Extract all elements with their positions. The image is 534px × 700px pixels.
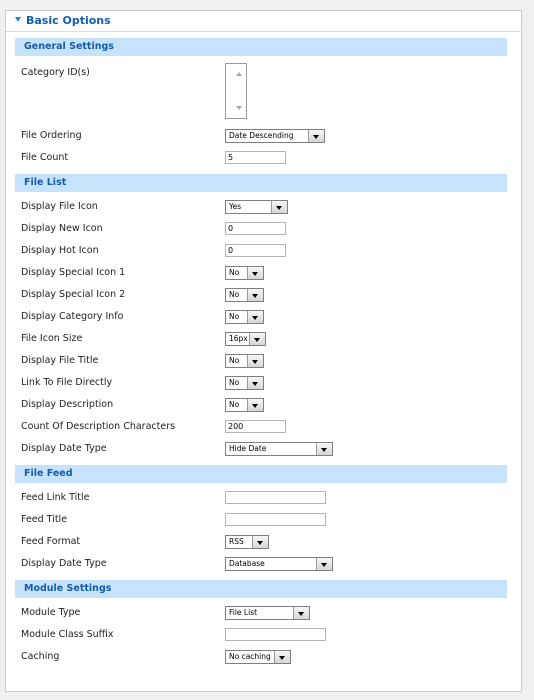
display-special-icon-2-label: Display Special Icon 2 xyxy=(21,289,126,300)
dropdown-arrow-icon[interactable] xyxy=(293,607,309,619)
link-to-file-directly-select[interactable] xyxy=(225,376,264,390)
link-to-file-directly-label: Link To File Directly xyxy=(21,377,113,388)
feed-title-input[interactable] xyxy=(225,513,326,526)
display-date-type-select[interactable] xyxy=(225,442,333,456)
display-special-icon-1-label: Display Special Icon 1 xyxy=(21,267,126,278)
count-of-description-characters-label: Count Of Description Characters xyxy=(21,421,176,432)
section-file-list xyxy=(15,174,507,192)
display-file-title-label: Display File Title xyxy=(21,355,99,366)
file-ordering-label: File Ordering xyxy=(21,130,82,141)
module-type-value: File List xyxy=(229,608,258,617)
file-count-input[interactable]: 5 xyxy=(225,151,286,164)
display-description-select[interactable] xyxy=(225,398,264,412)
link-to-file-directly-value: No xyxy=(229,378,240,387)
file-icon-size-value: 16px xyxy=(229,334,248,343)
display-description-value: No xyxy=(229,400,240,409)
feed-format-select[interactable] xyxy=(225,535,269,549)
dropdown-arrow-icon[interactable] xyxy=(316,558,332,570)
module-class-suffix-label: Module Class Suffix xyxy=(21,629,114,640)
section-file-feed xyxy=(15,465,507,483)
dropdown-arrow-icon[interactable] xyxy=(247,311,263,323)
feed-display-date-type-select[interactable] xyxy=(225,557,333,571)
dropdown-arrow-icon[interactable] xyxy=(247,399,263,411)
dropdown-arrow-icon[interactable] xyxy=(247,355,263,367)
module-class-suffix-input[interactable] xyxy=(225,628,326,641)
feed-display-date-type-value: Database xyxy=(229,559,265,568)
module-type-label: Module Type xyxy=(21,607,81,618)
caching-value: No caching xyxy=(229,652,271,661)
display-file-icon-select[interactable] xyxy=(225,200,288,214)
file-ordering-value: Date Descending xyxy=(229,131,294,140)
display-file-icon-label: Display File Icon xyxy=(21,201,98,212)
display-special-icon-1-value: No xyxy=(229,268,240,277)
display-date-type-label: Display Date Type xyxy=(21,443,107,454)
dropdown-arrow-icon[interactable] xyxy=(249,333,265,345)
display-new-icon-input[interactable]: 0 xyxy=(225,222,286,235)
count-of-description-characters-input[interactable]: 200 xyxy=(225,420,286,433)
collapse-arrow-icon[interactable] xyxy=(15,17,21,22)
module-type-select[interactable] xyxy=(225,606,310,620)
display-file-title-value: No xyxy=(229,356,240,365)
section-title: Module Settings xyxy=(24,583,112,594)
section-module-settings xyxy=(15,580,507,598)
display-special-icon-2-value: No xyxy=(229,290,240,299)
dropdown-arrow-icon[interactable] xyxy=(247,267,263,279)
file-icon-size-label: File Icon Size xyxy=(21,333,83,344)
dropdown-arrow-icon[interactable] xyxy=(274,651,290,663)
display-new-icon-label: Display New Icon xyxy=(21,223,103,234)
dropdown-arrow-icon[interactable] xyxy=(247,377,263,389)
file-icon-size-select[interactable] xyxy=(225,332,266,346)
feed-display-date-type-label: Display Date Type xyxy=(21,558,107,569)
feed-link-title-label: Feed Link Title xyxy=(21,492,90,503)
scroll-up-icon[interactable] xyxy=(236,72,242,76)
scroll-down-icon[interactable] xyxy=(236,106,242,110)
display-file-icon-value: Yes xyxy=(229,202,242,211)
dropdown-arrow-icon[interactable] xyxy=(247,289,263,301)
caching-label: Caching xyxy=(21,651,60,662)
panel-header[interactable] xyxy=(6,11,521,32)
display-description-label: Display Description xyxy=(21,399,114,410)
display-file-title-select[interactable] xyxy=(225,354,264,368)
category-ids-label: Category ID(s) xyxy=(21,67,90,78)
display-category-info-label: Display Category Info xyxy=(21,311,124,322)
section-title: File List xyxy=(24,177,67,188)
feed-title-label: Feed Title xyxy=(21,514,68,525)
display-hot-icon-input[interactable]: 0 xyxy=(225,244,286,257)
display-hot-icon-label: Display Hot Icon xyxy=(21,245,99,256)
feed-format-label: Feed Format xyxy=(21,536,81,547)
category-ids-listbox[interactable] xyxy=(225,63,247,119)
caching-select[interactable] xyxy=(225,650,291,664)
display-date-type-value: Hide Date xyxy=(229,444,267,453)
file-ordering-select[interactable] xyxy=(225,129,325,143)
dropdown-arrow-icon[interactable] xyxy=(252,536,268,548)
display-special-icon-2-select[interactable] xyxy=(225,288,264,302)
display-category-info-select[interactable] xyxy=(225,310,264,324)
dropdown-arrow-icon[interactable] xyxy=(308,130,324,142)
feed-link-title-input[interactable] xyxy=(225,491,326,504)
section-title: File Feed xyxy=(24,468,73,479)
dropdown-arrow-icon[interactable] xyxy=(316,443,332,455)
section-title: General Settings xyxy=(24,41,114,52)
display-special-icon-1-select[interactable] xyxy=(225,266,264,280)
dropdown-arrow-icon[interactable] xyxy=(271,201,287,213)
feed-format-value: RSS xyxy=(229,537,244,546)
section-general-settings xyxy=(15,38,507,56)
display-category-info-value: No xyxy=(229,312,240,321)
panel-title: Basic Options xyxy=(26,14,111,27)
file-count-label: File Count xyxy=(21,152,69,163)
